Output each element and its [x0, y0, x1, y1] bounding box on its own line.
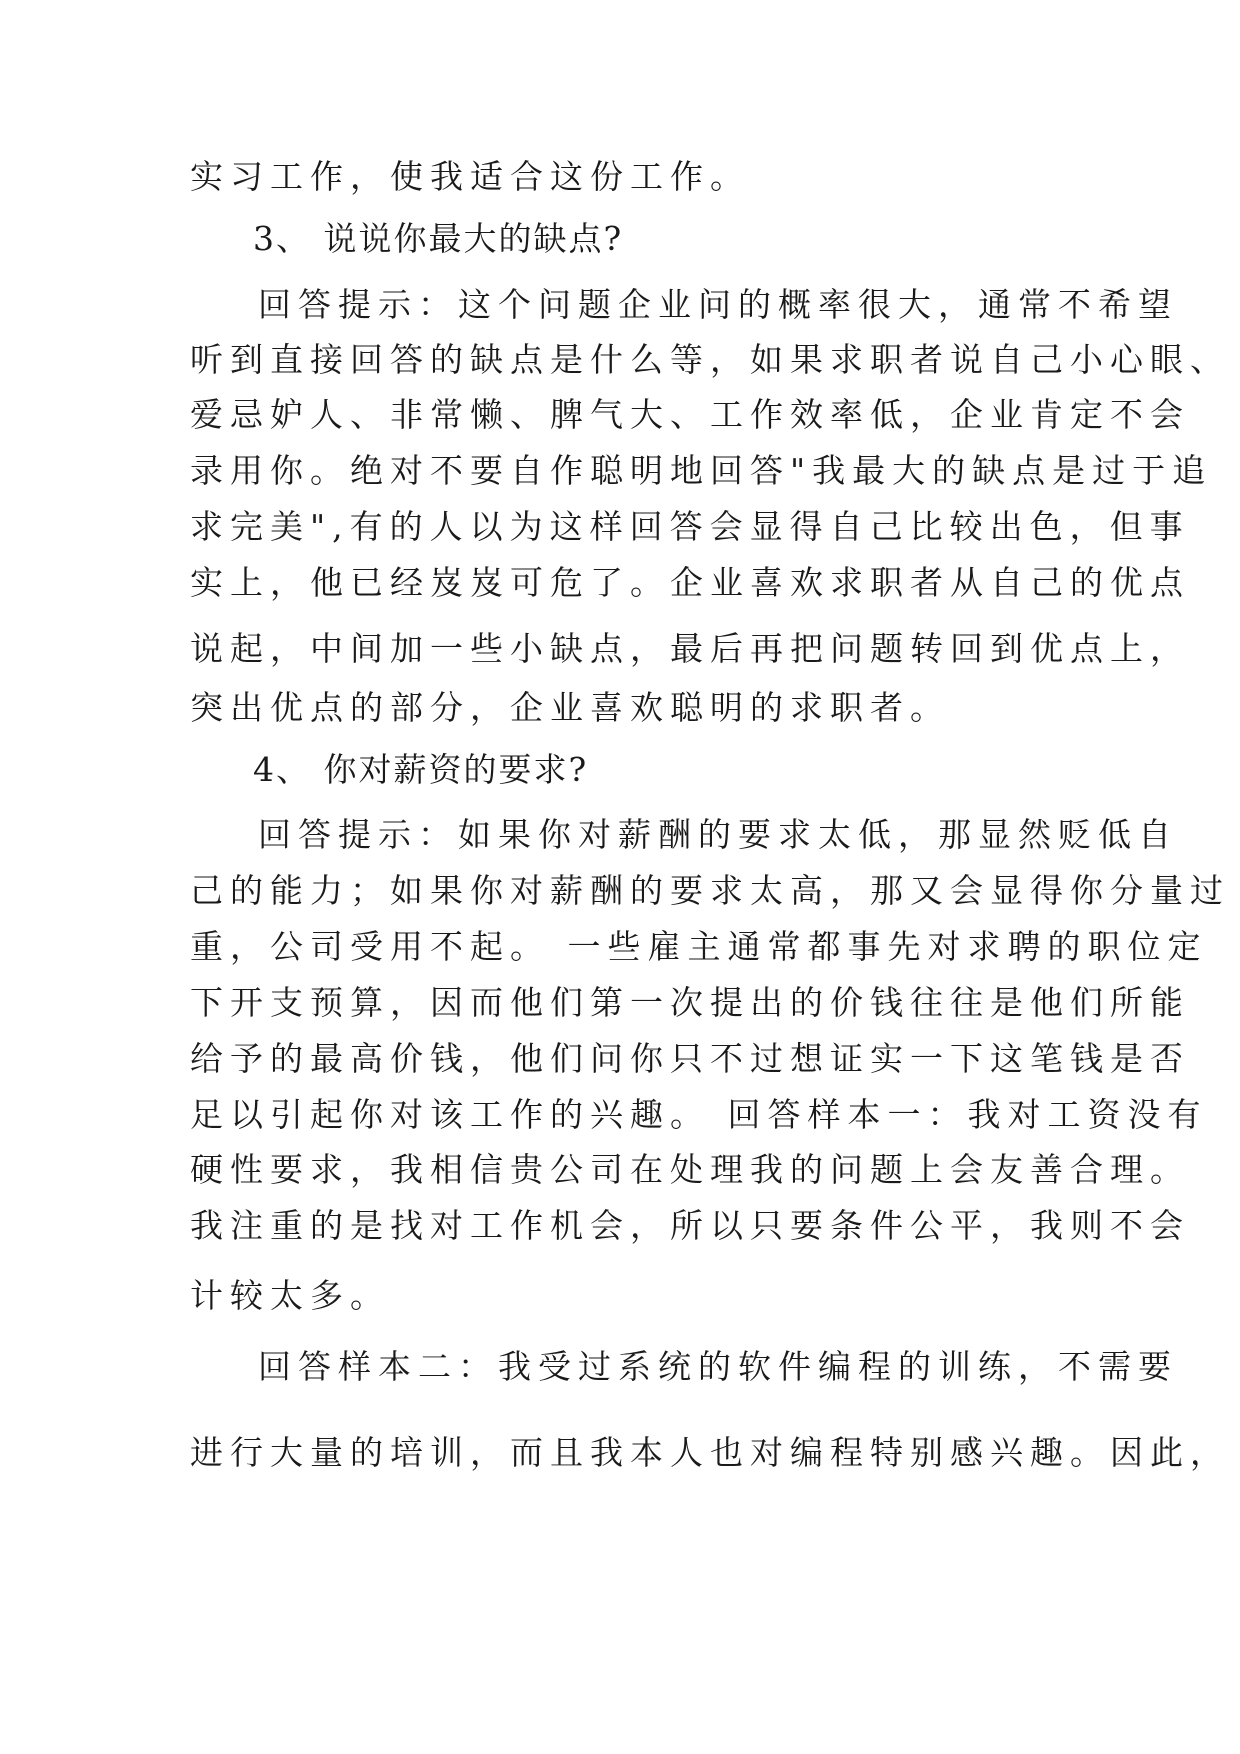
text-line-13: 己的能力；如果你对薪酬的要求太高，那又会显得你分量过 [190, 871, 1230, 910]
text-line-12: 回答提示：如果你对薪酬的要求太低，那显然贬低自 [258, 815, 1178, 854]
text-line-7: 求完美",有的人以为这样回答会显得自己比较出色，但事 [190, 507, 1190, 546]
text-line-6: 录用你。绝对不要自作聪明地回答"我最大的缺点是过于追 [190, 451, 1213, 490]
text-line-15: 下开支预算，因而他们第一次提出的价钱往往是他们所能 [190, 983, 1190, 1022]
text-line-16: 给予的最高价钱，他们问你只不过想证实一下这笔钱是否 [190, 1039, 1190, 1078]
text-line-14: 重，公司受用不起。 一些雇主通常都事先对求聘的职位定 [190, 927, 1208, 966]
text-line-8: 实上，他已经岌岌可危了。企业喜欢求职者从自己的优点 [190, 563, 1190, 602]
question-heading-3: 3、 说说你最大的缺点? [253, 219, 624, 258]
text-line-20: 计较太多。 [190, 1276, 390, 1315]
text-line-9: 说起，中间加一些小缺点，最后再把问题转回到优点上， [190, 629, 1190, 668]
text-line-1: 实习工作，使我适合这份工作。 [190, 157, 750, 196]
text-line-17: 足以引起你对该工作的兴趣。 回答样本一：我对工资没有 [190, 1095, 1208, 1134]
question-heading-4: 4、 你对薪资的要求? [253, 750, 589, 789]
text-line-3: 回答提示：这个问题企业问的概率很大，通常不希望 [258, 285, 1178, 324]
text-line-4: 听到直接回答的缺点是什么等，如果求职者说自己小心眼、 [190, 340, 1230, 379]
text-line-21: 回答样本二：我受过系统的软件编程的训练，不需要 [258, 1347, 1178, 1386]
text-line-18: 硬性要求，我相信贵公司在处理我的问题上会友善合理。 [190, 1150, 1190, 1189]
text-line-19: 我注重的是找对工作机会，所以只要条件公平，我则不会 [190, 1206, 1190, 1245]
text-line-5: 爱忌妒人、非常懒、脾气大、工作效率低，企业肯定不会 [190, 395, 1190, 434]
text-line-22: 进行大量的培训，而且我本人也对编程特别感兴趣。因此， [190, 1433, 1230, 1472]
text-line-10: 突出优点的部分，企业喜欢聪明的求职者。 [190, 688, 950, 727]
